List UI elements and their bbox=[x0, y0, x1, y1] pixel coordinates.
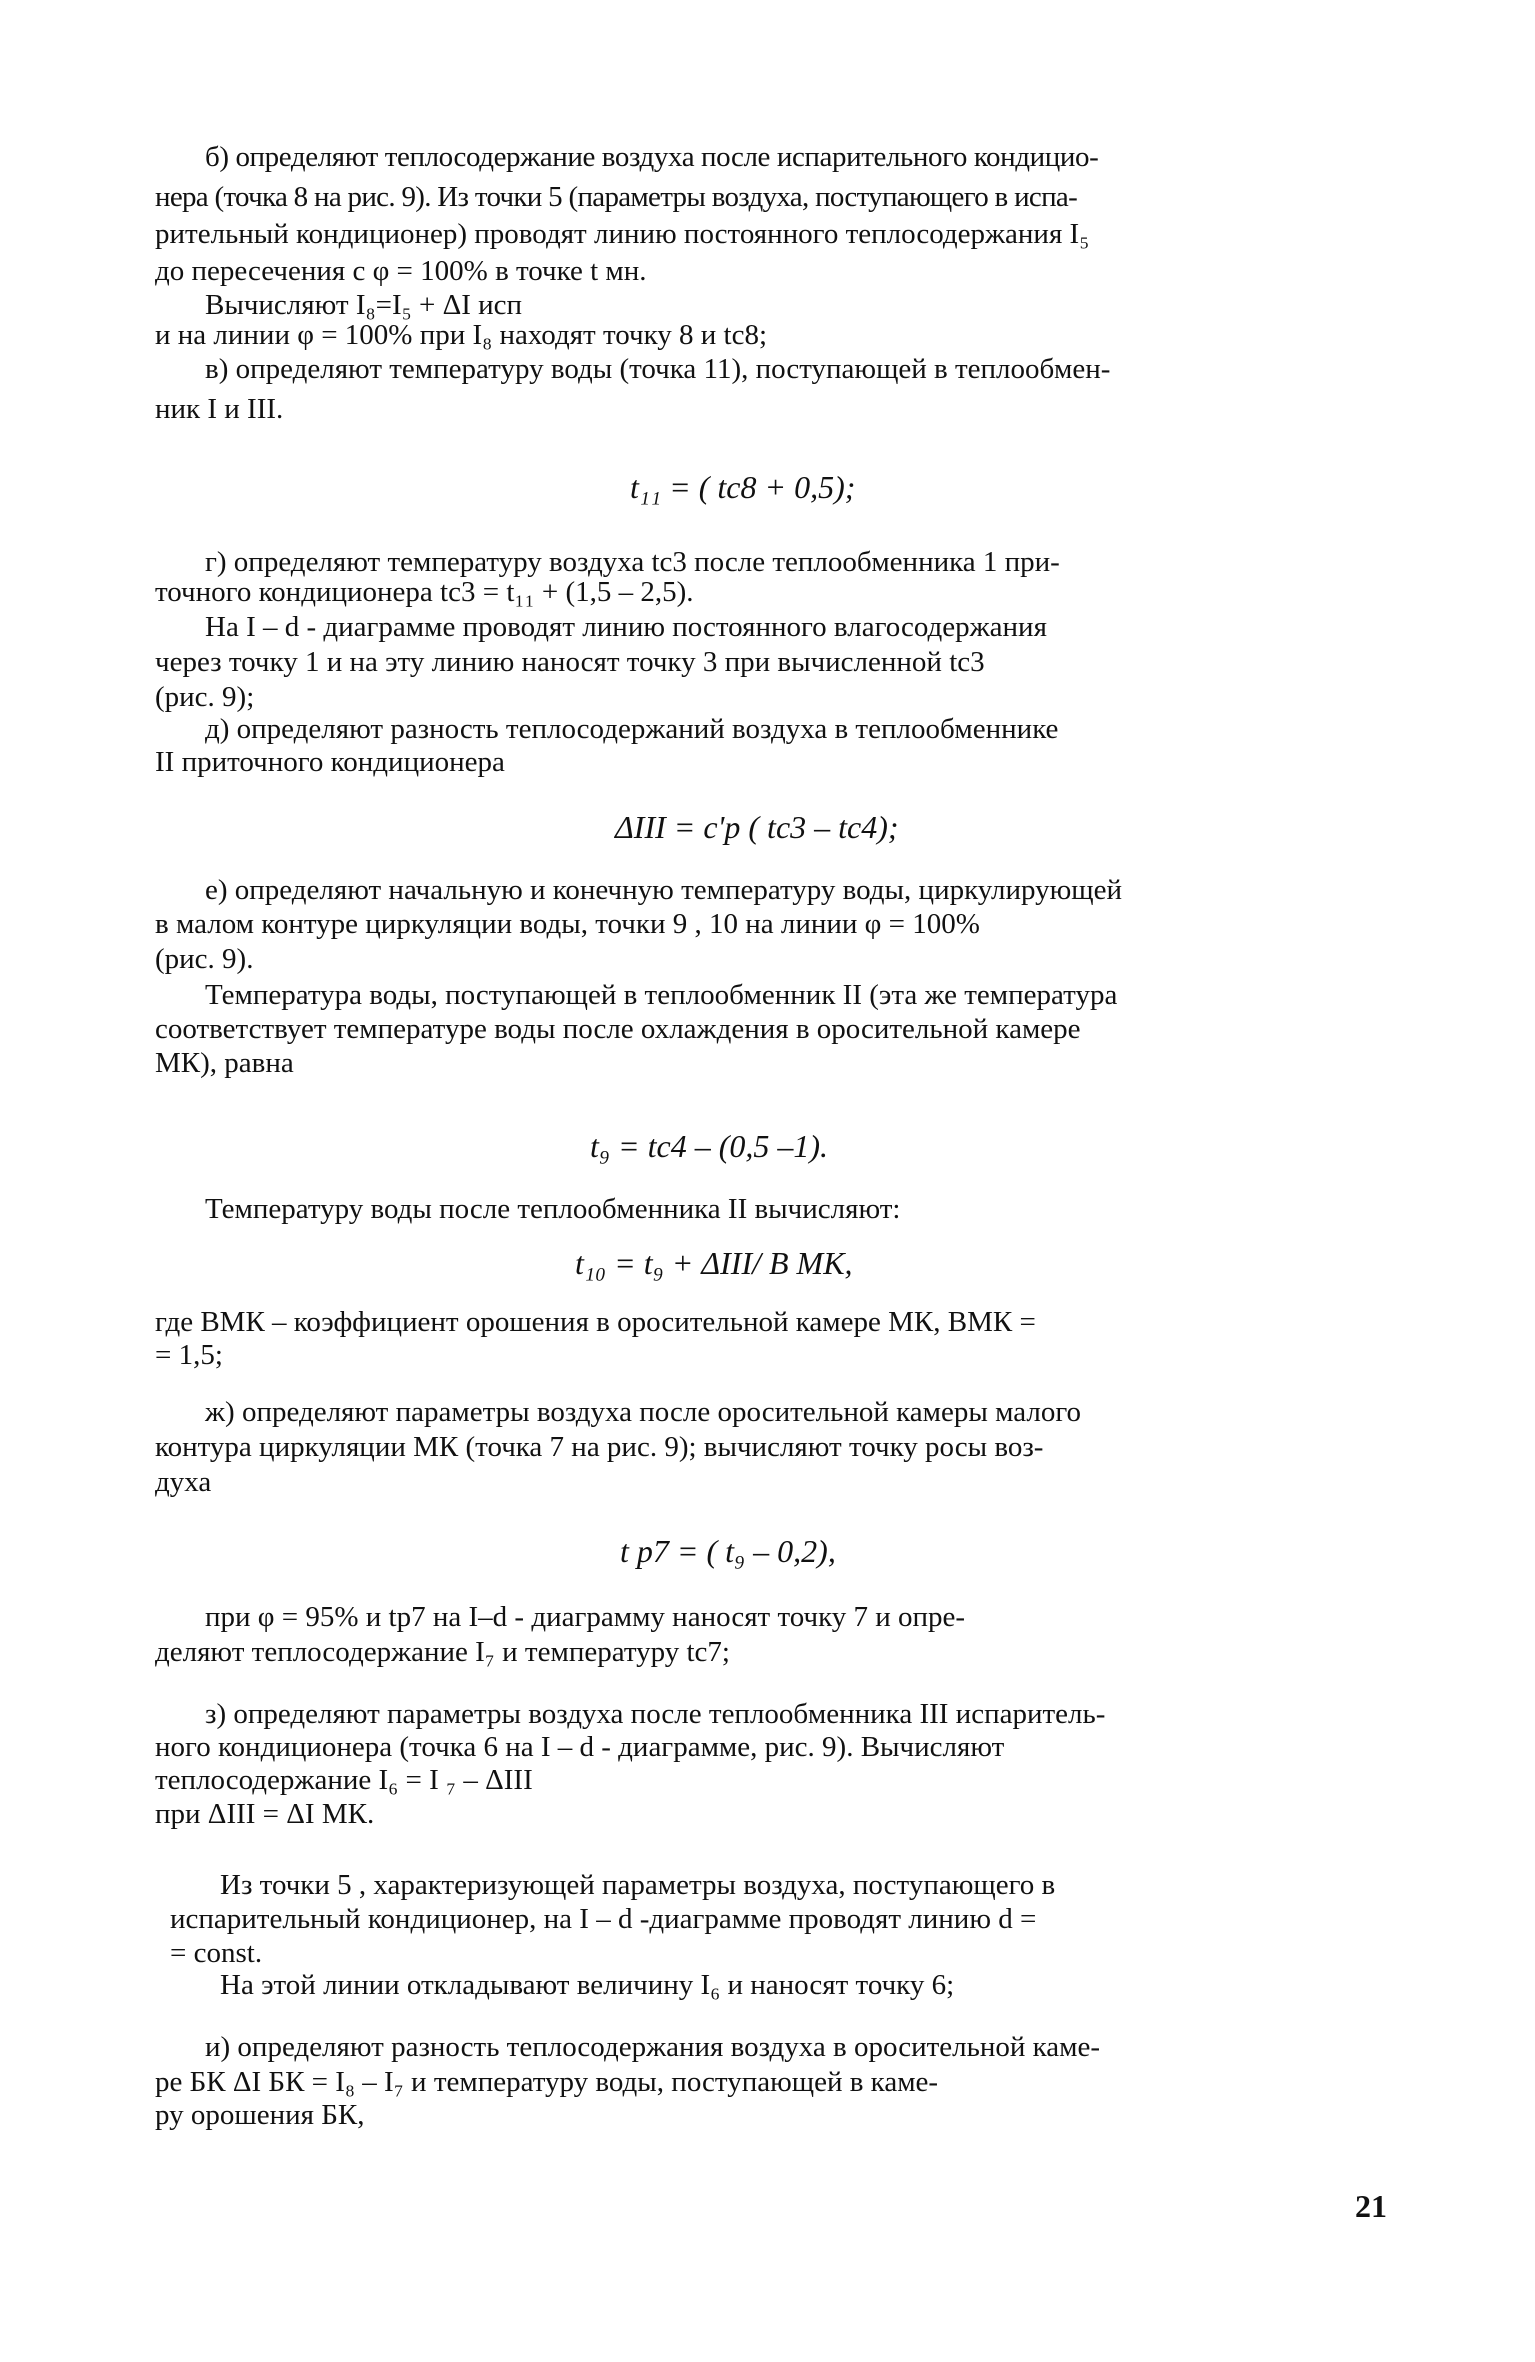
text-line: ж) определяют параметры воздуха после оросительной камеры малого bbox=[205, 1396, 1082, 1428]
text-line: через точку 1 и на эту линию наносят точку 3 при вычисленной tс3 bbox=[155, 646, 985, 678]
formula-t10: t₁₀ = t₉ + ΔIII/ B МК, bbox=[575, 1245, 853, 1281]
text-line: Температуру воды после теплообменника II вычисляют: bbox=[205, 1193, 901, 1225]
text-line: МК), равна bbox=[155, 1047, 294, 1079]
text-line: = const. bbox=[170, 1937, 263, 1969]
text-line: при ΔIII = ΔI МК. bbox=[155, 1798, 375, 1830]
text-line: з) определяют параметры воздуха после теплообменника III испаритель- bbox=[205, 1698, 1106, 1730]
text-line: и на линии φ = 100% при I₈ находят точку 8 и tс8; bbox=[155, 319, 768, 351]
text-line: (рис. 9); bbox=[155, 681, 255, 713]
text-line: в малом контуре циркуляции воды, точки 9 , 10 на линии φ = 100% bbox=[155, 908, 980, 940]
text-line: теплосодержание I₆ = I ₇ – ΔIII bbox=[155, 1764, 533, 1796]
formula-delta-i2: ΔIII = c'p ( tс3 – tс4); bbox=[615, 809, 899, 845]
text-line: до пересечения с φ = 100% в точке t мн. bbox=[155, 255, 647, 287]
formula-tp7: t р7 = ( t₉ – 0,2), bbox=[620, 1533, 836, 1569]
text-line: при φ = 95% и tр7 на I–d - диаграмму наносят точку 7 и опре- bbox=[205, 1601, 966, 1633]
text-line: деляют теплосодержание I₇ и температуру tс7; bbox=[155, 1636, 730, 1668]
text-line: Температура воды, поступающей в теплообменник II (эта же температура bbox=[205, 979, 1118, 1011]
text-line: контура циркуляции МК (точка 7 на рис. 9); вычисляют точку росы воз- bbox=[155, 1431, 1044, 1463]
text-line: где BМК – коэффициент орошения в оросительной камере МК, BМК = bbox=[155, 1306, 1036, 1338]
text-line: нера (точка 8 на рис. 9). Из точки 5 (параметры воздуха, поступающего в испа- bbox=[155, 181, 1078, 213]
text-line: точного кондиционера tс3 = t₁₁ + (1,5 – 2,5). bbox=[155, 576, 694, 608]
text-line: е) определяют начальную и конечную температуру воды, циркулирующей bbox=[205, 874, 1122, 906]
text-line: д) определяют разность теплосодержаний воздуха в теплообменнике bbox=[205, 713, 1059, 745]
text-line: испарительный кондиционер, на I – d -диаграмме проводят линию d = bbox=[170, 1903, 1037, 1935]
text-line: б) определяют теплосодержание воздуха после испарительного кондицио- bbox=[205, 141, 1099, 173]
formula-t11: t₁₁ = ( tс8 + 0,5); bbox=[630, 469, 856, 505]
text-line: Вычисляют I₈=I₅ + ΔI исп bbox=[205, 289, 523, 321]
formula-t9: t₉ = tс4 – (0,5 –1). bbox=[590, 1128, 829, 1164]
text-line: ре БК ΔI БК = I₈ – I₇ и температуру воды, поступающей в каме- bbox=[155, 2066, 939, 2098]
text-line: духа bbox=[155, 1466, 212, 1498]
text-line: рительный кондиционер) проводят линию постоянного теплосодержания I₅ bbox=[155, 218, 1090, 250]
text-line: На этой линии откладывают величину I₆ и наносят точку 6; bbox=[220, 1969, 955, 2001]
text-line: (рис. 9). bbox=[155, 943, 254, 975]
text-line: в) определяют температуру воды (точка 11), поступающей в теплообмен- bbox=[205, 353, 1111, 385]
text-line: II приточного кондиционера bbox=[155, 746, 505, 778]
text-line: = 1,5; bbox=[155, 1339, 223, 1371]
text-line: ного кондиционера (точка 6 на I – d - диаграмме, рис. 9). Вычисляют bbox=[155, 1731, 1005, 1763]
text-line: Из точки 5 , характеризующей параметры воздуха, поступающего в bbox=[220, 1869, 1056, 1901]
text-line: На I – d - диаграмме проводят линию постоянного влагосодержания bbox=[205, 611, 1047, 643]
page-number: 21 bbox=[1355, 2188, 1387, 2224]
text-line: соответствует температуре воды после охлаждения в оросительной камере bbox=[155, 1013, 1081, 1045]
text-line: ру орошения БК, bbox=[155, 2099, 365, 2131]
text-line: г) определяют температуру воздуха tс3 после теплообменника 1 при- bbox=[205, 546, 1060, 578]
text-line: и) определяют разность теплосодержания воздуха в оросительной каме- bbox=[205, 2031, 1101, 2063]
text-line: ник I и III. bbox=[155, 393, 284, 425]
